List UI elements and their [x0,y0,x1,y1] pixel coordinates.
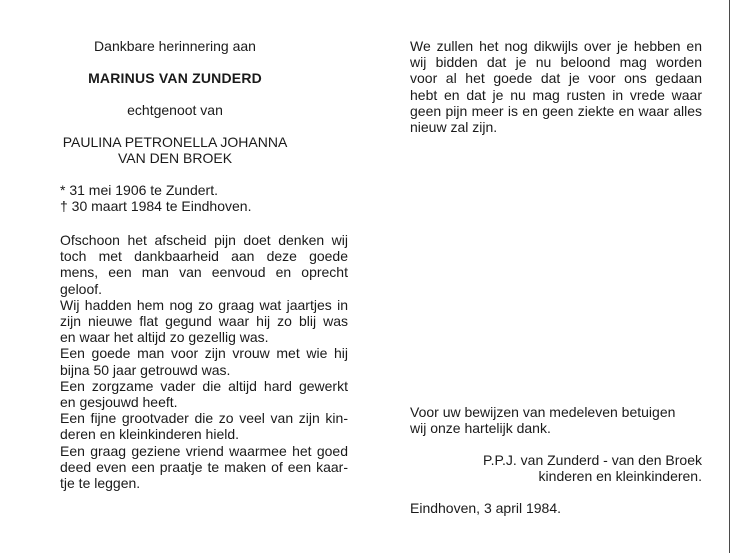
text-line: mens, een man van eenvoud en oprecht [60,264,348,281]
spouse-name-line2: VAN DEN BROEK [117,150,233,166]
thanks-line1: Voor uw bewijzen van medeleven betuigen [410,404,676,420]
verse-line: We zullen het nog dikwijls over je hebben en [410,38,702,54]
verse-line: nieuw zal zijn. [410,119,498,136]
verse-line: wij bidden dat je nu beloond mag worden [410,54,702,71]
text-line: Wij hadden hem nog zo graag wat jaartjes in [60,296,348,313]
deceased-name: MARINUS VAN ZUNDERD [88,70,262,86]
birth-date: * 31 mei 1906 te Zundert. [60,182,218,198]
text-line: geloof. [60,280,103,297]
card-edge [729,0,730,553]
text-line: en gesjouwd heeft. [60,394,178,411]
text-line: deed even een praatje te maken of een kaar- [60,458,348,475]
thanks-line2: wij onze hartelijk dank. [410,420,551,436]
text-line: zijn nieuwe flat gegund waar hij zo blij was [60,313,348,330]
text-line: en waar het altijd zo gezellig was. [60,329,269,346]
text-line: toch met dankbaarheid aan deze goede [60,248,348,265]
right-page [368,0,728,553]
verse-line: geen pijn meer is en geen ziekte en waar alles [410,102,702,119]
place-and-date: Eindhoven, 3 april 1984. [410,500,561,516]
verse-text [410,38,702,135]
signature-names: P.P.J. van Zunderd - van den Broek [483,452,702,468]
signature-family: kinderen en kleinkinderen. [538,468,702,484]
text-line: Een zorgzame vader die altijd hard gewerkt [60,377,348,394]
text-line: deren en kleinkinderen hield. [60,426,240,443]
text-line: Een goede man voor zijn vrouw met wie hij [60,345,348,362]
spouse-name-line1: PAULINA PETRONELLA JOHANNA [62,134,288,150]
death-date: † 30 maart 1984 te Eindhoven. [60,198,252,214]
text-line: Een fijne grootvader die zo veel van zijn kin- [60,410,348,427]
text-line: Ofschoon het afscheid pijn doet denken wij [60,232,348,248]
text-line: Een graag geziene vriend waarmee het goed [60,442,348,459]
verse-line: voor al het goede dat je voor ons gedaan [410,70,702,87]
relation-text: echtgenoot van [127,102,223,118]
memorial-text [60,232,348,491]
text-line: bijna 50 jaar getrouwd was. [60,361,231,378]
intro-text: Dankbare herinnering aan [94,38,256,54]
verse-line: hebt en dat je nu mag rusten in vrede waar [410,86,702,103]
text-line: tje te leggen. [60,475,141,492]
